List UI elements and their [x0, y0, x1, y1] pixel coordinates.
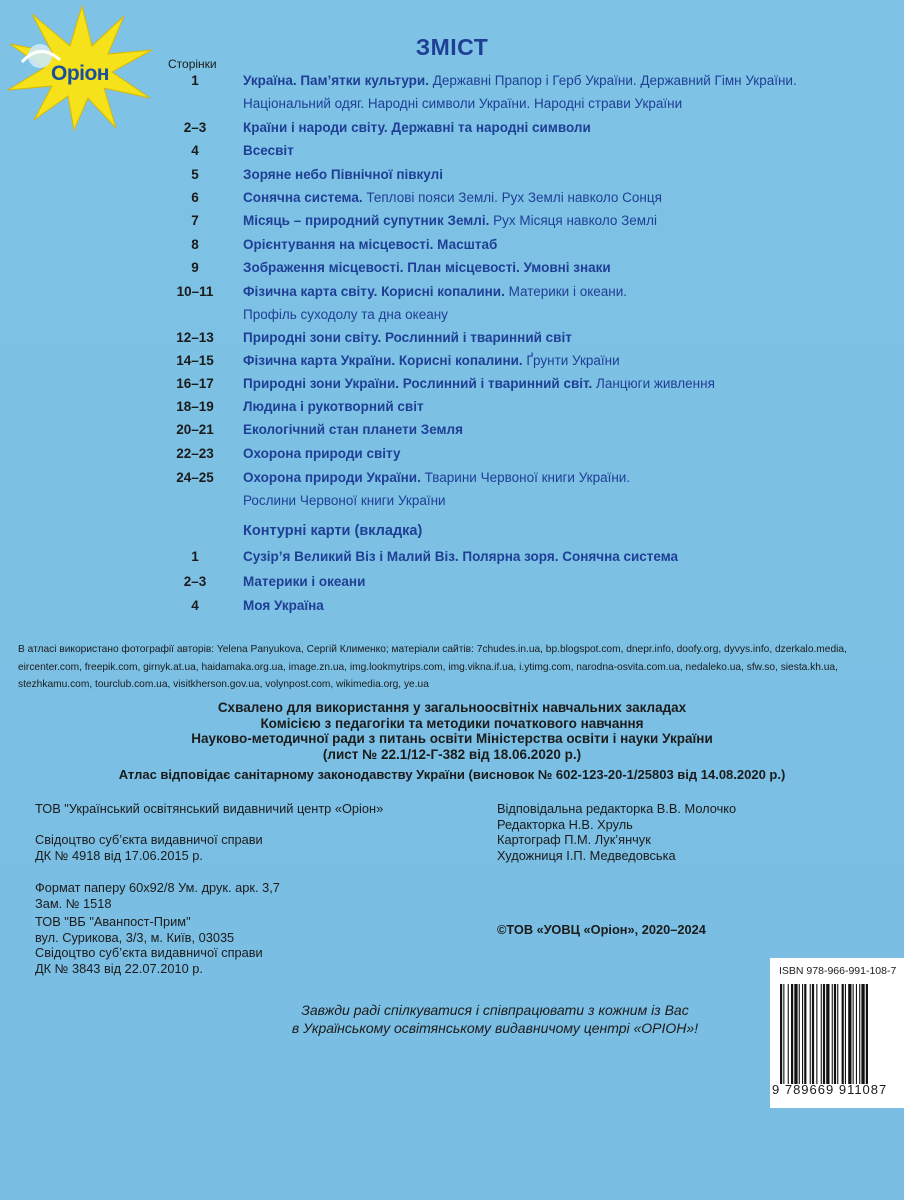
toc-row — [0, 468, 904, 490]
toc-entry-rest: Ґрунти України — [522, 353, 620, 368]
toc-page-number: 4 — [191, 143, 199, 158]
slogan-line: в Українському освітянському видавничому центрі «ОРІОН»! — [291, 1020, 699, 1036]
isbn-text: ISBN 978-966-991-108-7 — [779, 965, 897, 977]
toc-row — [0, 397, 904, 419]
toc-row — [0, 572, 904, 594]
print-format — [35, 880, 280, 911]
toc-page-number: 20–21 — [176, 422, 214, 437]
toc-page-number: 6 — [191, 190, 199, 205]
contour-maps-heading: Контурні карти (вкладка) — [243, 523, 423, 539]
isbn-barcode-box — [770, 958, 904, 1108]
sources-line: В атласі використано фотографії авторів: Yelena Panyukova, Сергій Клименко; матеріали сайтів: 7chudes.in.ua, bp.blogspot.com, dnepr.info, doofy.org, dyvys.info, dzerkalo.media, — [18, 644, 847, 655]
toc-page-number: 7 — [191, 213, 199, 228]
credit-line: Художниця І.П. Медведовська — [497, 847, 676, 863]
toc-row — [0, 188, 904, 210]
photo-sources — [18, 641, 898, 694]
toc-page-number: 5 — [191, 167, 199, 182]
toc-page-number: 22–23 — [176, 446, 214, 461]
toc-entry — [243, 549, 678, 564]
toc-row — [0, 118, 904, 140]
toc-entry — [243, 470, 630, 485]
toc-entry-bold: Зоряне небо Північної півкулі — [243, 167, 443, 182]
certificate-line: Свідоцтво суб’єкта видавничої справи — [35, 832, 263, 847]
toc-entry-continuation: Профіль суходолу та дна океану — [243, 307, 448, 322]
credit-line: Редакторка Н.В. Хруль — [497, 816, 633, 832]
sources-line: eircenter.com, freepik.com, girnyk.at.ua, haidamaka.org.ua, image.zn.ua, img.lookmytrips.com, img.vikna.if.ua, i.ytimg.com, narodna-osvita.com.ua, nedaleko.ua, sfw.so, siesta.kh.ua, — [18, 661, 838, 673]
toc-entry-bold: Фізична карта України. Корисні копалини. — [243, 353, 523, 368]
toc-entry-bold: Моя Україна — [243, 598, 324, 613]
toc-entry-bold: Людина і рукотворний світ — [243, 399, 424, 414]
toc-row — [0, 141, 904, 163]
sanitary-statement: Атлас відповідає санітарному законодавству України (висновок № 602-123-20-1/25803 від 14.08.2020 р.) — [118, 767, 786, 782]
toc-entry-bold: Україна. Пам’ятки культури. — [243, 73, 429, 88]
toc-row — [0, 258, 904, 280]
toc-entry — [243, 422, 463, 437]
toc-entry — [243, 260, 611, 275]
publisher-name: ТОВ "Український освітянський видавничий центр «Оріон» — [35, 801, 384, 816]
approval-line: Схвалено для використання у загальноосвітніх навчальних закладах — [217, 700, 687, 715]
approval-line: (лист № 22.1/12-Г-382 від 18.06.2020 р.) — [322, 746, 582, 762]
toc-entry-rest: Ланцюги живлення — [592, 376, 715, 391]
toc-entry-rest: Тварини Червоної книги України. — [420, 470, 631, 485]
toc-page-number: 18–19 — [176, 399, 214, 414]
toc-page-number: 1 — [191, 73, 199, 88]
toc-entry-rest: Державні Прапор і Герб України. Державний Гімн України. — [428, 73, 797, 88]
toc-row — [0, 420, 904, 442]
toc-row — [0, 71, 904, 93]
toc-entry — [243, 446, 400, 461]
toc-entry — [243, 598, 324, 613]
toc-entry — [243, 73, 797, 88]
toc-entry-bold: Екологічний стан планети Земля — [243, 422, 463, 437]
publisher-certificate — [35, 832, 263, 863]
toc-page-number: 24–25 — [176, 470, 214, 485]
toc-row — [0, 351, 904, 373]
toc-entry — [243, 190, 662, 205]
toc-entry-bold: Охорона природи України. — [243, 470, 421, 485]
toc-row — [0, 235, 904, 257]
toc-row — [0, 444, 904, 466]
orion-logo — [4, 2, 154, 132]
toc-entry — [243, 399, 424, 414]
toc-page-number: 9 — [191, 260, 199, 275]
toc-page-number: 2–3 — [183, 120, 207, 135]
copyright: ©ТОВ «УОВЦ «Оріон», 2020–2024 — [497, 922, 706, 937]
toc-entry — [243, 376, 715, 391]
slogan — [200, 1001, 790, 1037]
printer-line: ТОВ "ВБ "Аванпост-Прим" — [35, 914, 191, 929]
toc-row — [0, 374, 904, 396]
toc-entry-rest: Материки і океани. — [504, 284, 628, 299]
toc-entry — [243, 213, 657, 228]
toc-page-number: 12–13 — [176, 330, 214, 345]
toc-entry-bold: Сузір’я Великий Віз і Малий Віз. Полярна зоря. Сонячна система — [243, 549, 679, 564]
toc-entry-bold: Фізична карта світу. Корисні копалини. — [243, 284, 505, 299]
credits-block — [497, 801, 736, 863]
toc-page-number: 1 — [191, 549, 199, 564]
printer-info — [35, 914, 263, 976]
toc-entry-bold: Орієнтування на місцевості. Масштаб — [243, 237, 498, 252]
format-line: Формат паперу 60х92/8 Ум. друк. арк. 3,7 — [35, 880, 280, 895]
toc-page-number: 16–17 — [176, 376, 214, 391]
toc-entry — [243, 120, 591, 135]
toc-entry-bold: Зображення місцевості. План місцевості. Умовні знаки — [243, 260, 611, 275]
slogan-line: Завжди раді спілкуватися і співпрацювати з кожним із Вас — [301, 1002, 689, 1018]
certificate-line: ДК № 4918 від 17.06.2015 р. — [35, 847, 203, 863]
credit-line: Відповідальна редакторка В.В. Молочко — [497, 801, 737, 816]
toc-entry — [243, 353, 620, 368]
toc-entry-bold: Природні зони України. Рослинний і тваринний світ. — [243, 376, 593, 391]
toc-row — [0, 282, 904, 304]
toc-entry-rest: Рух Місяця навколо Землі — [489, 213, 657, 228]
printer-line: ДК № 3843 від 22.07.2010 р. — [35, 960, 203, 976]
toc-title: ЗМІСТ — [415, 34, 489, 60]
toc-entry — [243, 143, 294, 158]
toc-entry-bold: Всесвіт — [243, 143, 294, 158]
pages-header: Сторінки — [168, 57, 217, 71]
toc-page-number: 14–15 — [176, 353, 214, 368]
toc-page-number: 10–11 — [176, 284, 214, 299]
approval-block — [0, 700, 904, 762]
barcode-icon — [780, 984, 904, 1084]
toc-row — [0, 547, 904, 569]
toc-entry-continuation: Національний одяг. Народні символи України. Народні страви України — [243, 96, 683, 111]
toc-entry — [243, 167, 443, 182]
sources-line: stezhkamu.com, tourclub.com.ua, visitkherson.gov.ua, volynpost.com, wikimedia.org, ye.ua — [18, 679, 429, 690]
toc-entry-bold: Країни і народи світу. Державні та народні символи — [243, 120, 591, 135]
toc-page-number: 8 — [191, 237, 199, 252]
printer-line: вул. Сурикова, 3/3, м. Київ, 03035 — [35, 929, 235, 945]
printer-line: Свідоцтво суб’єкта видавничої справи — [35, 945, 263, 960]
toc-entry — [243, 574, 365, 589]
order-line: Зам. № 1518 — [35, 895, 112, 911]
toc-entry-rest: Теплові пояси Землі. Рух Землі навколо Сонця — [362, 190, 662, 205]
toc-page-number: 4 — [191, 598, 199, 613]
toc-entry-bold: Сонячна система. — [243, 190, 363, 205]
toc-row — [0, 328, 904, 350]
toc-entry-bold: Природні зони світу. Рослинний і тваринний світ — [243, 330, 572, 345]
toc-page-number: 2–3 — [183, 574, 207, 589]
toc-entry — [243, 237, 497, 252]
credit-line: Картограф П.М. Лук’янчук — [497, 832, 651, 847]
barcode-digits: 9 789669 911087 — [772, 1082, 888, 1097]
toc-entry-bold: Материки і океани — [243, 574, 366, 589]
toc-row — [0, 211, 904, 233]
toc-entry-continuation: Рослини Червоної книги України — [243, 493, 446, 508]
logo-text: Оріон — [50, 62, 109, 85]
toc-row — [0, 165, 904, 187]
toc-entry-bold: Охорона природи світу — [243, 446, 401, 461]
toc-entry-bold: Місяць – природний супутник Землі. — [243, 213, 490, 228]
toc-row — [0, 596, 904, 618]
toc-entry — [243, 330, 572, 345]
approval-line: Науково-методичної ради з питань освіти Міністерства освіти і науки України — [191, 731, 713, 746]
toc-entry — [243, 284, 627, 299]
approval-line: Комісією з педагогіки та методики початкового навчання — [260, 715, 644, 731]
